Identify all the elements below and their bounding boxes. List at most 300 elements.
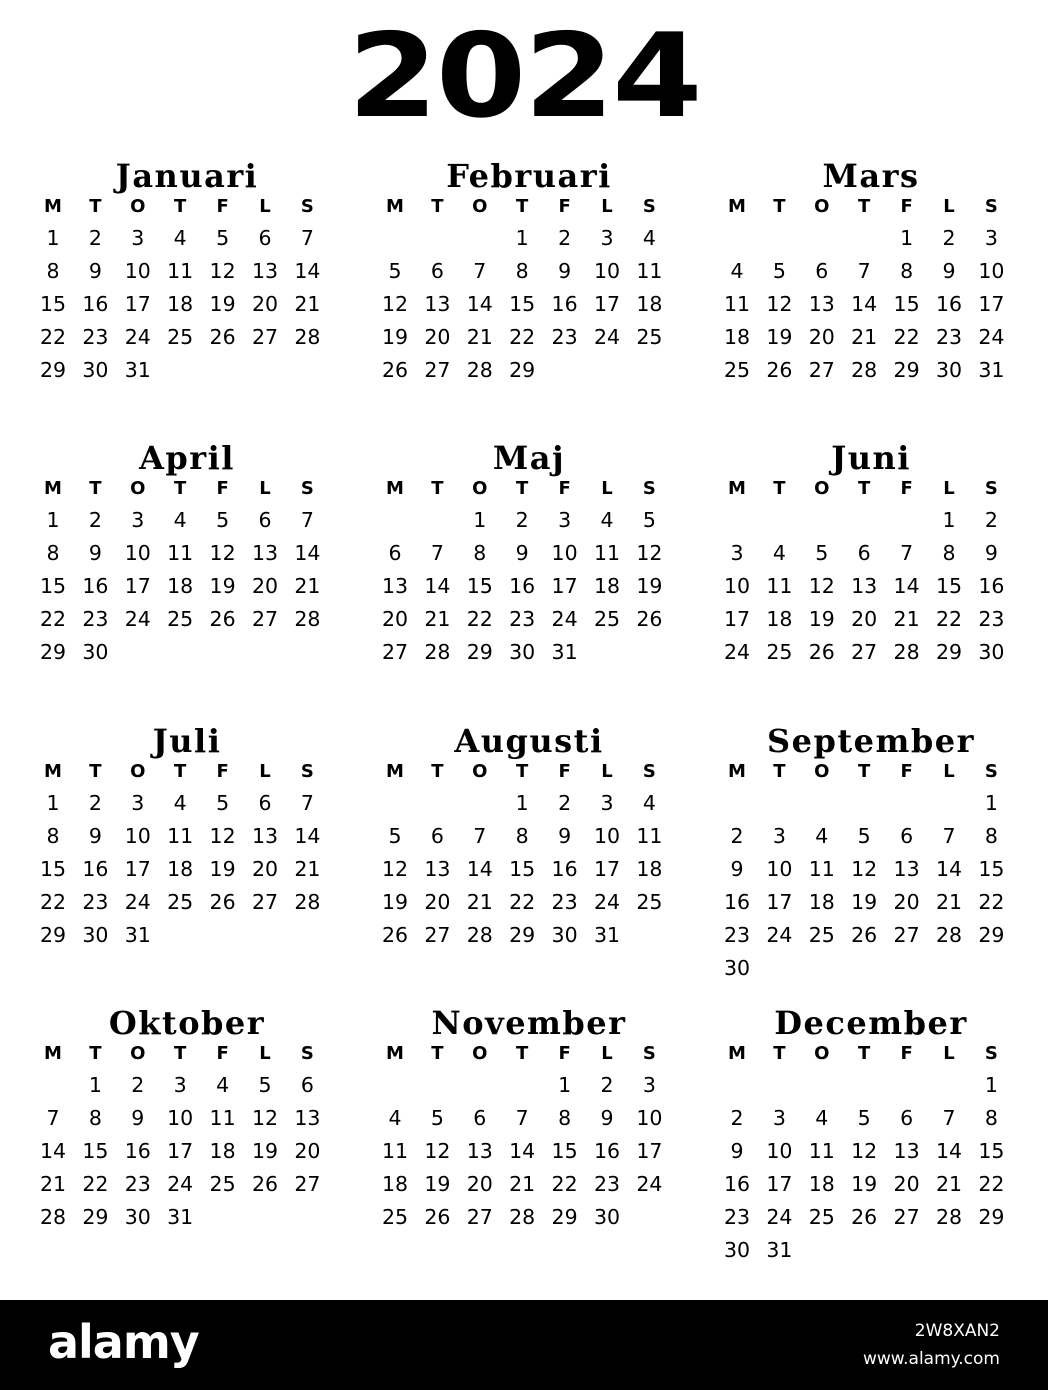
day-cell: 15 <box>39 857 67 881</box>
day-cell: 29 <box>935 640 963 664</box>
day-cell: 13 <box>251 541 279 565</box>
day-cell: 23 <box>509 607 536 631</box>
day-cell: 19 <box>851 890 878 914</box>
day-cell: 25 <box>636 890 663 914</box>
day-cell: 3 <box>984 226 998 250</box>
day-cell: 23 <box>723 1205 751 1229</box>
weekday-header: T <box>174 196 187 217</box>
day-cell: 25 <box>808 923 835 947</box>
day-cell: 6 <box>857 541 871 565</box>
day-cell: 20 <box>851 607 878 631</box>
weekday-header: O <box>814 1043 830 1064</box>
day-cell: 29 <box>551 1205 578 1229</box>
day-cell: 19 <box>209 857 236 881</box>
weekday-header: O <box>130 761 146 782</box>
day-cell: 23 <box>935 325 963 349</box>
day-cell: 30 <box>723 956 751 980</box>
day-cell: 15 <box>978 1139 1005 1163</box>
day-cell: 5 <box>258 1073 272 1097</box>
weekday-header: S <box>300 196 314 217</box>
day-cell: 12 <box>636 541 663 565</box>
day-cell: 2 <box>88 226 102 250</box>
day-cell: 3 <box>772 824 786 848</box>
day-cell: 2 <box>558 226 572 250</box>
day-cell: 17 <box>636 1139 663 1163</box>
day-cell: 31 <box>167 1205 194 1229</box>
day-cell: 28 <box>935 923 963 947</box>
day-cell: 17 <box>593 292 621 316</box>
day-cell: 19 <box>209 292 236 316</box>
day-cell: 25 <box>167 325 194 349</box>
day-cell: 3 <box>772 1106 786 1130</box>
day-cell: 15 <box>978 857 1005 881</box>
day-cell: 30 <box>82 358 109 382</box>
day-cell: 14 <box>851 292 878 316</box>
day-cell: 29 <box>39 358 67 382</box>
weekday-header: T <box>516 196 529 217</box>
day-cell: 4 <box>173 508 187 532</box>
day-cell: 9 <box>942 259 956 283</box>
day-cell: 15 <box>509 857 536 881</box>
weekday-header: S <box>642 1043 656 1064</box>
day-cell: 11 <box>808 857 835 881</box>
day-cell: 4 <box>815 824 829 848</box>
day-cell: 11 <box>636 259 663 283</box>
day-cell: 26 <box>251 1172 279 1196</box>
month-name: Juli <box>152 722 222 760</box>
weekday-header: L <box>259 761 271 782</box>
day-cell: 30 <box>82 640 109 664</box>
day-cell: 5 <box>642 508 656 532</box>
day-cell: 18 <box>167 574 194 598</box>
day-cell: 22 <box>82 1172 109 1196</box>
day-cell: 27 <box>424 923 451 947</box>
day-cell: 13 <box>251 259 279 283</box>
day-cell: 4 <box>642 226 656 250</box>
day-cell: 21 <box>935 890 963 914</box>
day-cell: 26 <box>808 640 835 664</box>
day-cell: 1 <box>984 1073 998 1097</box>
day-cell: 11 <box>593 541 621 565</box>
weekday-header: T <box>174 478 187 499</box>
weekday-header: T <box>89 761 102 782</box>
day-cell: 3 <box>131 226 145 250</box>
weekday-header: O <box>472 761 488 782</box>
weekday-header: O <box>130 196 146 217</box>
weekday-header: O <box>472 196 488 217</box>
day-cell: 30 <box>593 1205 621 1229</box>
day-cell: 28 <box>294 607 321 631</box>
watermark-footer <box>0 1300 1048 1390</box>
day-cell: 3 <box>558 508 572 532</box>
weekday-header: L <box>943 1043 955 1064</box>
day-cell: 10 <box>167 1106 194 1130</box>
day-cell: 13 <box>466 1139 493 1163</box>
day-cell: 27 <box>251 890 279 914</box>
weekday-header: L <box>601 478 613 499</box>
day-cell: 24 <box>167 1172 194 1196</box>
day-cell: 31 <box>124 358 151 382</box>
day-cell: 12 <box>851 857 878 881</box>
weekday-header: M <box>386 761 404 782</box>
month-name: Februari <box>446 157 612 195</box>
month-name: November <box>431 1004 627 1042</box>
day-cell: 21 <box>935 1172 963 1196</box>
month-name: Januari <box>115 157 259 195</box>
day-cell: 28 <box>424 640 451 664</box>
day-cell: 1 <box>984 791 998 815</box>
day-cell: 9 <box>88 541 102 565</box>
day-cell: 7 <box>473 824 487 848</box>
day-cell: 16 <box>593 1139 621 1163</box>
day-cell: 21 <box>509 1172 536 1196</box>
day-cell: 15 <box>893 292 920 316</box>
weekday-header: T <box>858 196 871 217</box>
day-cell: 2 <box>600 1073 614 1097</box>
weekday-header: L <box>601 196 613 217</box>
day-cell: 29 <box>509 923 536 947</box>
day-cell: 9 <box>730 857 744 881</box>
weekday-header: F <box>216 1043 229 1064</box>
day-cell: 8 <box>46 541 60 565</box>
day-cell: 14 <box>424 574 451 598</box>
day-cell: 27 <box>381 640 409 664</box>
day-cell: 21 <box>294 857 321 881</box>
weekday-header: L <box>259 478 271 499</box>
day-cell: 30 <box>551 923 578 947</box>
weekday-header: T <box>773 761 786 782</box>
day-cell: 22 <box>978 1172 1005 1196</box>
month-mars <box>721 156 1021 446</box>
weekday-header: T <box>89 478 102 499</box>
month-juli <box>37 721 337 1011</box>
day-cell: 5 <box>216 226 230 250</box>
day-cell: 1 <box>515 226 529 250</box>
day-cell: 11 <box>167 259 194 283</box>
day-cell: 2 <box>131 1073 145 1097</box>
weekday-header: S <box>984 478 998 499</box>
weekday-header: O <box>130 1043 146 1064</box>
day-cell: 22 <box>466 607 493 631</box>
day-cell: 30 <box>978 640 1005 664</box>
day-cell: 10 <box>766 1139 793 1163</box>
day-cell: 8 <box>46 824 60 848</box>
day-cell: 12 <box>209 824 236 848</box>
day-cell: 15 <box>509 292 536 316</box>
day-cell: 20 <box>381 607 409 631</box>
day-cell: 11 <box>808 1139 835 1163</box>
day-cell: 20 <box>251 292 279 316</box>
day-cell: 11 <box>381 1139 409 1163</box>
day-cell: 30 <box>935 358 963 382</box>
day-cell: 28 <box>509 1205 536 1229</box>
weekday-header: T <box>858 478 871 499</box>
day-cell: 19 <box>424 1172 451 1196</box>
month-december <box>721 1003 1021 1293</box>
day-cell: 14 <box>294 824 321 848</box>
weekday-header: O <box>472 1043 488 1064</box>
day-cell: 26 <box>381 923 409 947</box>
weekday-header: S <box>984 1043 998 1064</box>
day-cell: 2 <box>730 1106 744 1130</box>
day-cell: 16 <box>82 292 109 316</box>
day-cell: 1 <box>942 508 956 532</box>
month-name: April <box>139 439 235 477</box>
weekday-header: T <box>174 1043 187 1064</box>
day-cell: 12 <box>251 1106 279 1130</box>
day-cell: 9 <box>515 541 529 565</box>
day-cell: 31 <box>124 923 151 947</box>
day-cell: 20 <box>466 1172 493 1196</box>
day-cell: 29 <box>82 1205 109 1229</box>
day-cell: 9 <box>730 1139 744 1163</box>
day-cell: 1 <box>46 508 60 532</box>
day-cell: 3 <box>730 541 744 565</box>
day-cell: 18 <box>381 1172 409 1196</box>
day-cell: 13 <box>251 824 279 848</box>
month-augusti <box>379 721 679 1011</box>
day-cell: 21 <box>466 325 493 349</box>
weekday-header: M <box>728 478 746 499</box>
day-cell: 4 <box>216 1073 230 1097</box>
day-cell: 18 <box>636 857 663 881</box>
day-cell: 6 <box>258 226 272 250</box>
weekday-header: L <box>943 761 955 782</box>
day-cell: 15 <box>39 574 67 598</box>
day-cell: 19 <box>808 607 835 631</box>
weekday-header: T <box>773 196 786 217</box>
day-cell: 23 <box>82 607 109 631</box>
day-cell: 10 <box>593 259 621 283</box>
day-cell: 8 <box>942 541 956 565</box>
day-cell: 15 <box>39 292 67 316</box>
day-cell: 19 <box>381 325 409 349</box>
day-cell: 5 <box>216 508 230 532</box>
day-cell: 10 <box>978 259 1005 283</box>
day-cell: 27 <box>893 923 920 947</box>
day-cell: 26 <box>209 325 236 349</box>
day-cell: 13 <box>381 574 409 598</box>
day-cell: 4 <box>730 259 744 283</box>
day-cell: 7 <box>430 541 444 565</box>
day-cell: 20 <box>808 325 835 349</box>
day-cell: 25 <box>636 325 663 349</box>
day-cell: 28 <box>294 890 321 914</box>
day-cell: 28 <box>851 358 878 382</box>
weekday-header: S <box>642 196 656 217</box>
day-cell: 1 <box>558 1073 572 1097</box>
day-cell: 9 <box>88 824 102 848</box>
day-cell: 30 <box>509 640 536 664</box>
day-cell: 23 <box>551 890 578 914</box>
day-cell: 5 <box>430 1106 444 1130</box>
day-cell: 18 <box>808 1172 835 1196</box>
weekday-header: F <box>900 196 913 217</box>
month-name: Augusti <box>454 722 604 760</box>
day-cell: 10 <box>124 259 151 283</box>
day-cell: 13 <box>893 1139 920 1163</box>
day-cell: 6 <box>388 541 402 565</box>
day-cell: 14 <box>935 1139 963 1163</box>
day-cell: 4 <box>642 791 656 815</box>
day-cell: 6 <box>815 259 829 283</box>
month-name: Oktober <box>108 1004 266 1042</box>
day-cell: 7 <box>942 824 956 848</box>
weekday-header: O <box>814 196 830 217</box>
day-cell: 28 <box>294 325 321 349</box>
day-cell: 1 <box>515 791 529 815</box>
day-cell: 22 <box>551 1172 578 1196</box>
month-juni <box>721 438 1021 728</box>
day-cell: 22 <box>509 890 536 914</box>
day-cell: 23 <box>82 325 109 349</box>
day-cell: 20 <box>424 325 451 349</box>
month-maj <box>379 438 679 728</box>
day-cell: 20 <box>424 890 451 914</box>
day-cell: 16 <box>509 574 536 598</box>
day-cell: 7 <box>46 1106 60 1130</box>
day-cell: 17 <box>124 574 151 598</box>
weekday-header: O <box>814 478 830 499</box>
day-cell: 23 <box>978 607 1005 631</box>
weekday-header: M <box>44 196 62 217</box>
day-cell: 3 <box>642 1073 656 1097</box>
day-cell: 4 <box>173 791 187 815</box>
day-cell: 31 <box>593 923 621 947</box>
day-cell: 11 <box>723 292 751 316</box>
day-cell: 16 <box>723 890 751 914</box>
weekday-header: M <box>386 1043 404 1064</box>
day-cell: 16 <box>551 857 578 881</box>
month-oktober <box>37 1003 337 1293</box>
day-cell: 11 <box>167 824 194 848</box>
day-cell: 19 <box>251 1139 279 1163</box>
day-cell: 20 <box>251 574 279 598</box>
day-cell: 9 <box>88 259 102 283</box>
day-cell: 13 <box>424 857 451 881</box>
day-cell: 1 <box>46 791 60 815</box>
weekday-header: T <box>516 761 529 782</box>
day-cell: 5 <box>388 824 402 848</box>
day-cell: 17 <box>766 890 793 914</box>
day-cell: 4 <box>815 1106 829 1130</box>
day-cell: 29 <box>978 923 1005 947</box>
day-cell: 18 <box>167 292 194 316</box>
day-cell: 31 <box>978 358 1005 382</box>
day-cell: 28 <box>39 1205 67 1229</box>
day-cell: 17 <box>124 857 151 881</box>
day-cell: 8 <box>984 824 998 848</box>
day-cell: 6 <box>430 824 444 848</box>
month-name: September <box>767 722 975 760</box>
weekday-header: F <box>558 761 571 782</box>
day-cell: 14 <box>509 1139 536 1163</box>
day-cell: 4 <box>388 1106 402 1130</box>
day-cell: 3 <box>131 791 145 815</box>
weekday-header: S <box>984 196 998 217</box>
day-cell: 21 <box>893 607 920 631</box>
day-cell: 18 <box>167 857 194 881</box>
day-cell: 23 <box>551 325 578 349</box>
weekday-header: M <box>728 1043 746 1064</box>
day-cell: 5 <box>216 791 230 815</box>
day-cell: 29 <box>509 358 536 382</box>
year-title: 2024 <box>347 9 701 144</box>
day-cell: 10 <box>593 824 621 848</box>
day-cell: 8 <box>900 259 914 283</box>
day-cell: 28 <box>935 1205 963 1229</box>
day-cell: 18 <box>766 607 793 631</box>
day-cell: 6 <box>473 1106 487 1130</box>
weekday-header: T <box>773 1043 786 1064</box>
day-cell: 13 <box>851 574 878 598</box>
weekday-header: F <box>216 196 229 217</box>
day-cell: 25 <box>723 358 751 382</box>
weekday-header: O <box>814 761 830 782</box>
day-cell: 22 <box>39 607 67 631</box>
weekday-header: F <box>558 478 571 499</box>
day-cell: 6 <box>900 824 914 848</box>
day-cell: 7 <box>300 791 314 815</box>
day-cell: 24 <box>766 1205 793 1229</box>
day-cell: 26 <box>851 1205 878 1229</box>
day-cell: 27 <box>808 358 835 382</box>
weekday-header: T <box>89 1043 102 1064</box>
weekday-header: M <box>44 1043 62 1064</box>
day-cell: 25 <box>766 640 793 664</box>
day-cell: 27 <box>424 358 451 382</box>
weekday-header: T <box>773 478 786 499</box>
month-name: Mars <box>822 157 920 195</box>
day-cell: 2 <box>942 226 956 250</box>
brand-logo: alamy <box>48 1315 199 1369</box>
day-cell: 27 <box>893 1205 920 1229</box>
day-cell: 23 <box>723 923 751 947</box>
weekday-header: M <box>386 196 404 217</box>
day-cell: 14 <box>294 541 321 565</box>
weekday-header: T <box>858 761 871 782</box>
day-cell: 19 <box>851 1172 878 1196</box>
weekday-header: F <box>216 478 229 499</box>
day-cell: 25 <box>593 607 621 631</box>
month-januari <box>37 156 337 446</box>
day-cell: 29 <box>39 923 67 947</box>
day-cell: 5 <box>388 259 402 283</box>
day-cell: 8 <box>46 259 60 283</box>
day-cell: 12 <box>209 259 236 283</box>
day-cell: 12 <box>808 574 835 598</box>
day-cell: 14 <box>893 574 920 598</box>
day-cell: 5 <box>857 824 871 848</box>
day-cell: 19 <box>209 574 236 598</box>
day-cell: 17 <box>124 292 151 316</box>
day-cell: 5 <box>815 541 829 565</box>
day-cell: 1 <box>473 508 487 532</box>
weekday-header: M <box>44 478 62 499</box>
weekday-header: F <box>558 196 571 217</box>
day-cell: 25 <box>209 1172 236 1196</box>
weekday-header: M <box>386 478 404 499</box>
day-cell: 24 <box>593 890 621 914</box>
day-cell: 28 <box>466 923 493 947</box>
day-cell: 10 <box>636 1106 663 1130</box>
day-cell: 8 <box>984 1106 998 1130</box>
day-cell: 29 <box>893 358 920 382</box>
day-cell: 30 <box>124 1205 151 1229</box>
day-cell: 21 <box>851 325 878 349</box>
day-cell: 16 <box>82 574 109 598</box>
day-cell: 10 <box>124 541 151 565</box>
